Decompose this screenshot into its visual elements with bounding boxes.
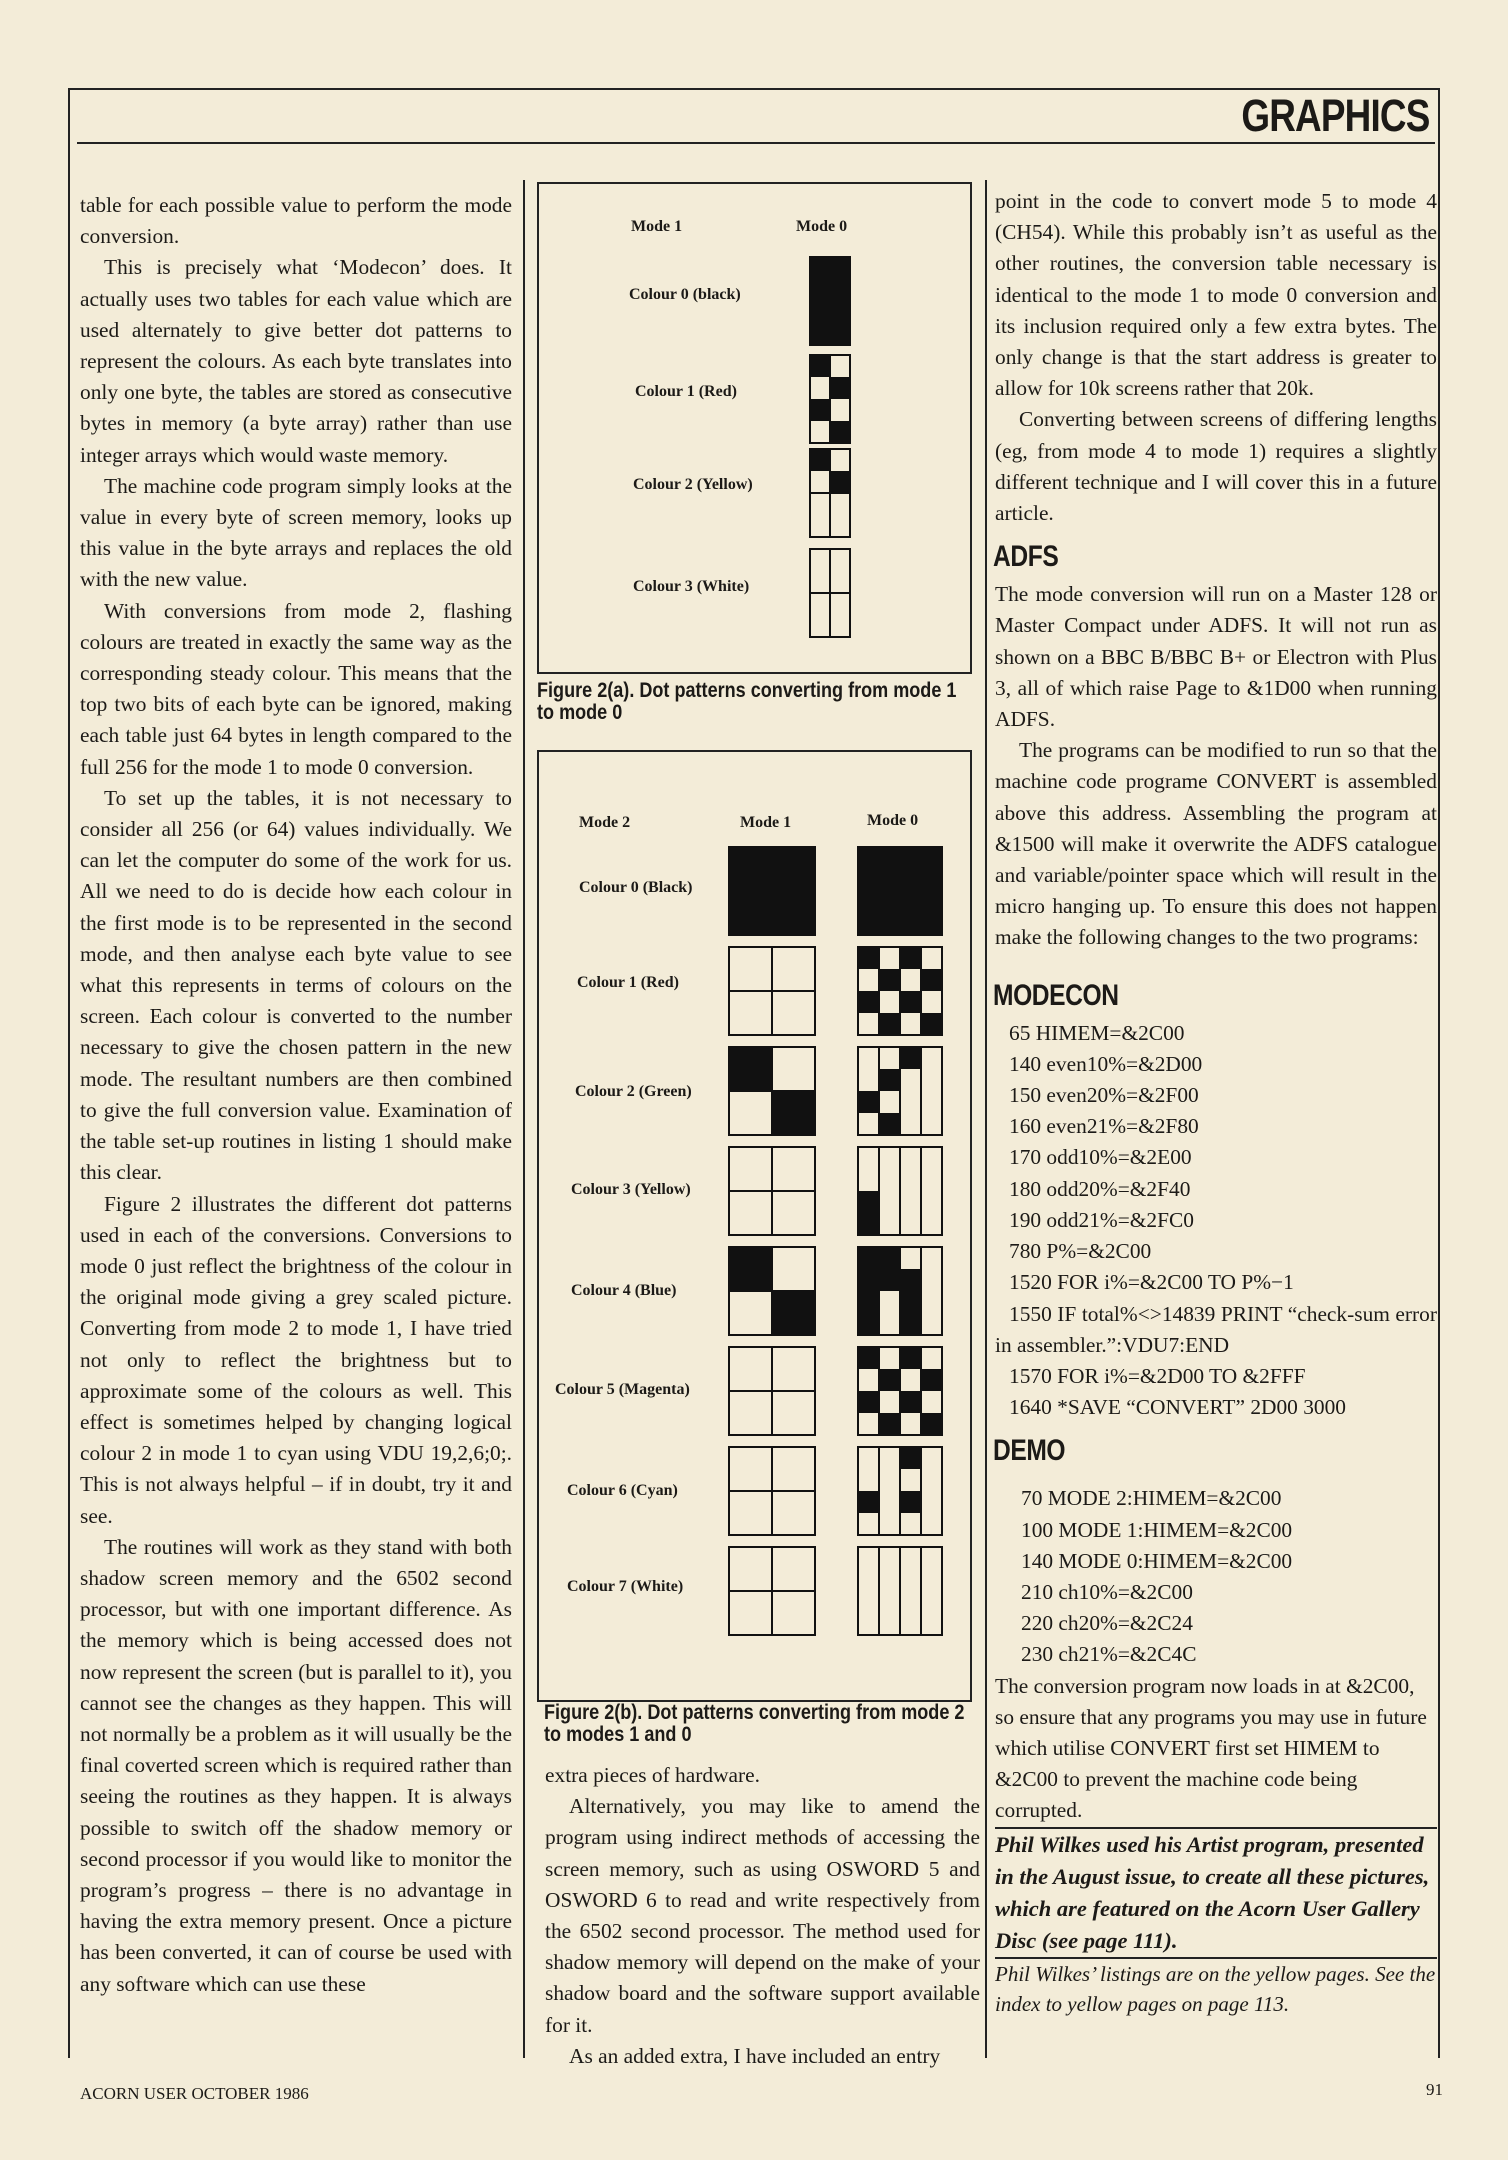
paragraph: To set up the tables, it is not necessary to consider all 256 (or 64) values individually. We can let the computer do some of the work for us. All we need to do is decide how each colour in the first mode is to be represented in the second mode, and then analyse each byte value to see what this represents in terms of colours on the screen. Each colour is converted to the number necessary to give the chosen pattern in the new mode. The resultant numbers are then combined to give the full conversion value. Examination of the table set-up routines in listing 1 should make this clear. bbox=[80, 785, 512, 1185]
author-credit: Phil Wilkes used his Artist program, presented in the August issue, to create all these pictures, which are featured on the Acorn User Gallery Disc (see page 111). bbox=[995, 1831, 1430, 1953]
modecon-listing bbox=[995, 1018, 1437, 1424]
fig-b-row-label: Colour 3 (Yellow) bbox=[571, 1181, 691, 1198]
mode1-pattern-black bbox=[728, 846, 816, 936]
code-line: 1520 FOR i%=&2C00 TO P%−1 bbox=[1009, 1270, 1294, 1295]
fig-b-header-mode0: Mode 0 bbox=[867, 812, 919, 829]
paragraph: extra pieces of hardware. bbox=[545, 1763, 760, 1787]
paragraph: Converting between screens of differing lengths (eg, from mode 4 to mode 1) requires a slightly different technique and I will cover this in a future article. bbox=[995, 407, 1437, 526]
mode1-pattern-cyan bbox=[728, 1446, 816, 1536]
mode1-pattern-yellow bbox=[728, 1146, 816, 1236]
code-line: 140 even10%=&2D00 bbox=[1009, 1051, 1203, 1076]
mode0-pattern-red bbox=[857, 946, 943, 1036]
code-line: 150 even20%=&2F00 bbox=[1009, 1083, 1199, 1108]
code-line: 65 HIMEM=&2C00 bbox=[1009, 1020, 1185, 1045]
code-line: 780 P%=&2C00 bbox=[1009, 1239, 1152, 1264]
figure-2b-caption: Figure 2(b). Dot patterns converting from mode 2 to modes 1 and 0 bbox=[544, 1701, 965, 1746]
dot-pattern-red bbox=[809, 354, 851, 444]
fig-b-row-label: Colour 5 (Magenta) bbox=[555, 1381, 690, 1398]
credit-rule bbox=[995, 1827, 1437, 1829]
mode1-pattern-green bbox=[728, 1046, 816, 1136]
demo-listing bbox=[995, 1483, 1437, 1670]
paragraph: point in the code to convert mode 5 to mode 4 (CH54). While this probably isn’t as useful as the other routines, the conversion table necessary is identical to the mode 1 to mode 0 conversion and its inclusion required only a few extra bytes. The only change is that the start address is greater to allow for 10k screens rather that 20k. bbox=[995, 189, 1437, 401]
subheading-adfs: ADFS bbox=[993, 540, 1059, 574]
listings-note: Phil Wilkes’ listings are on the yellow pages. See the index to yellow pages on page 113. bbox=[995, 1961, 1436, 2016]
column-rule-left bbox=[523, 180, 525, 2058]
code-line: 160 even21%=&2F80 bbox=[1009, 1114, 1199, 1139]
fig-b-row-label: Colour 0 (Black) bbox=[579, 879, 693, 896]
mode1-pattern-red bbox=[728, 946, 816, 1036]
mode0-pattern-blue bbox=[857, 1246, 943, 1336]
code-line: 190 odd21%=&2FC0 bbox=[1009, 1207, 1194, 1232]
dot-pattern-white bbox=[809, 548, 851, 638]
paragraph: Figure 2 illustrates the different dot patterns used in each of the conversions. Conversions to mode 0 just reflect the brightness of the colour in the original mode giving a grey scaled picture. Converting from mode 2 to mode 1, I have tried not only to reflect the brightness but to approximate some of the colours as well. This effect is sometimes helped by changing logical colour 2 in mode 1 to cyan using VDU 19,2,6;0;. This is not always helpful – if in doubt, try it and see. bbox=[80, 1191, 512, 1528]
dot-pattern-yellow bbox=[809, 448, 851, 538]
mode0-pattern-white bbox=[857, 1546, 943, 1636]
code-line: 210 ch10%=&2C00 bbox=[1021, 1579, 1193, 1604]
mode1-pattern-white bbox=[728, 1546, 816, 1636]
mode0-pattern-magenta bbox=[857, 1346, 943, 1436]
paragraph: The routines will work as they stand with both shadow screen memory and the 6502 second processor, but with one important difference. As the memory which is being accessed does not now represent the screen (but is parallel to it), you cannot see the changes as they happen. This will not normally be a problem as it will usually be the final coverted screen which is required rather than seeing the routines as they happen. It is always possible to switch off the shadow memory or second processor if you would like to monitor the program’s progress – there is no advantage in having the extra memory present. Once a picture has been converted, it can of course be used with any software which can use these bbox=[80, 1534, 512, 1996]
credit-rule bbox=[995, 1957, 1437, 1959]
figure-2b bbox=[537, 750, 972, 1702]
code-line: 100 MODE 1:HIMEM=&2C00 bbox=[1021, 1517, 1293, 1542]
code-line: 180 odd20%=&2F40 bbox=[1009, 1176, 1191, 1201]
code-line: 1550 IF total%<>14839 PRINT “check-sum error in assembler.”:VDU7:END bbox=[995, 1301, 1437, 1357]
mode0-pattern-green bbox=[857, 1046, 943, 1136]
code-line: 170 odd10%=&2E00 bbox=[1009, 1145, 1192, 1170]
code-line: 1570 FOR i%=&2D00 TO &2FFF bbox=[1009, 1363, 1306, 1388]
code-line: 1640 *SAVE “CONVERT” 2D00 3000 bbox=[1009, 1395, 1346, 1420]
paragraph: The conversion program now loads in at &2C00, so ensure that any programs you may use in future which utilise CONVERT first set HIMEM to &2C00 to prevent the machine code being corrupted. bbox=[995, 1673, 1427, 1823]
figure-2a bbox=[537, 182, 972, 674]
column-2-text bbox=[545, 1760, 980, 2072]
dot-pattern-solid bbox=[809, 256, 851, 346]
footer-publication: ACORN USER OCTOBER 1986 bbox=[80, 2084, 309, 2103]
code-line: 70 MODE 2:HIMEM=&2C00 bbox=[1021, 1486, 1282, 1511]
fig-b-row-label: Colour 6 (Cyan) bbox=[567, 1482, 678, 1499]
subheading-demo: DEMO bbox=[993, 1434, 1066, 1468]
code-line: 220 ch20%=&2C24 bbox=[1021, 1611, 1193, 1636]
mode0-pattern-black bbox=[857, 846, 943, 936]
code-line: 140 MODE 0:HIMEM=&2C00 bbox=[1021, 1548, 1293, 1573]
fig-b-row-label: Colour 2 (Green) bbox=[575, 1083, 692, 1100]
fig-a-row-label: Colour 3 (White) bbox=[633, 578, 750, 595]
column-3 bbox=[995, 186, 1437, 2019]
mode1-pattern-blue bbox=[728, 1246, 816, 1336]
fig-b-row-label: Colour 1 (Red) bbox=[577, 974, 679, 991]
fig-a-header-mode1: Mode 1 bbox=[631, 218, 683, 235]
mode0-pattern-cyan bbox=[857, 1446, 943, 1536]
header-rule bbox=[77, 142, 1435, 144]
fig-a-row-label: Colour 0 (black) bbox=[629, 286, 741, 303]
figure-2a-caption: Figure 2(a). Dot patterns converting from mode 1 to mode 0 bbox=[537, 679, 957, 724]
fig-b-row-label: Colour 4 (Blue) bbox=[571, 1282, 677, 1299]
column-rule-right bbox=[985, 180, 987, 2058]
fig-a-row-label: Colour 1 (Red) bbox=[635, 383, 737, 400]
fig-a-header-mode0: Mode 0 bbox=[796, 218, 848, 235]
paragraph: As an added extra, I have included an entry bbox=[569, 2043, 941, 2068]
subheading-modecon: MODECON bbox=[993, 978, 1119, 1012]
mode0-pattern-yellow bbox=[857, 1146, 943, 1236]
page-number: 91 bbox=[1426, 2080, 1443, 2099]
paragraph: The machine code program simply looks at the value in every byte of screen memory, looks up this value in the byte arrays and replaces the old with the new value. bbox=[80, 473, 512, 592]
mode1-pattern-magenta bbox=[728, 1346, 816, 1436]
column-1 bbox=[80, 190, 512, 2000]
fig-a-row-label: Colour 2 (Yellow) bbox=[633, 476, 753, 493]
section-title: GRAPHICS bbox=[1241, 90, 1430, 141]
paragraph: With conversions from mode 2, flashing colours are treated in exactly the same way as the corresponding steady colour. This means that the top two bits of each byte can be ignored, making each table just 64 bytes in length compared to the full 256 for the mode 1 to mode 0 conversion. bbox=[80, 598, 512, 779]
fig-b-header-mode1: Mode 1 bbox=[740, 814, 792, 831]
fig-b-header-mode2: Mode 2 bbox=[579, 814, 631, 831]
code-line: 230 ch21%=&2C4C bbox=[1021, 1642, 1197, 1667]
paragraph: table for each possible value to perform the mode conversion. bbox=[80, 193, 512, 249]
paragraph: The programs can be modified to run so that the machine code programe CONVERT is assembled above this address. Assembling the program at &1500 will make it overwrite the ADFS catalogue and variable/pointer space which will result in the micro hanging up. To ensure this does not happen make the following changes to the two programs: bbox=[995, 738, 1437, 950]
paragraph: The mode conversion will run on a Master 128 or Master Compact under ADFS. It will not run as shown on a BBC B/BBC B+ or Electron with Plus 3, all of which raise Page to &1D00 when running ADFS. bbox=[995, 582, 1437, 732]
fig-b-row-label: Colour 7 (White) bbox=[567, 1578, 684, 1595]
paragraph: Alternatively, you may like to amend the program using indirect methods of accessing the screen memory, such as using OSWORD 5 and OSWORD 6 to read and write respectively from the 6502 second processor. The method used for shadow memory will depend on the make of your shadow board and the software support available for it. bbox=[545, 1794, 980, 2037]
paragraph: This is precisely what ‘Modecon’ does. It actually uses two tables for each value which are used alternately to give better dot patterns to represent the colours. As each byte translates into only one byte, the tables are stored as consecutive bytes in memory (a byte array) rather than use integer arrays which would waste memory. bbox=[80, 255, 512, 467]
